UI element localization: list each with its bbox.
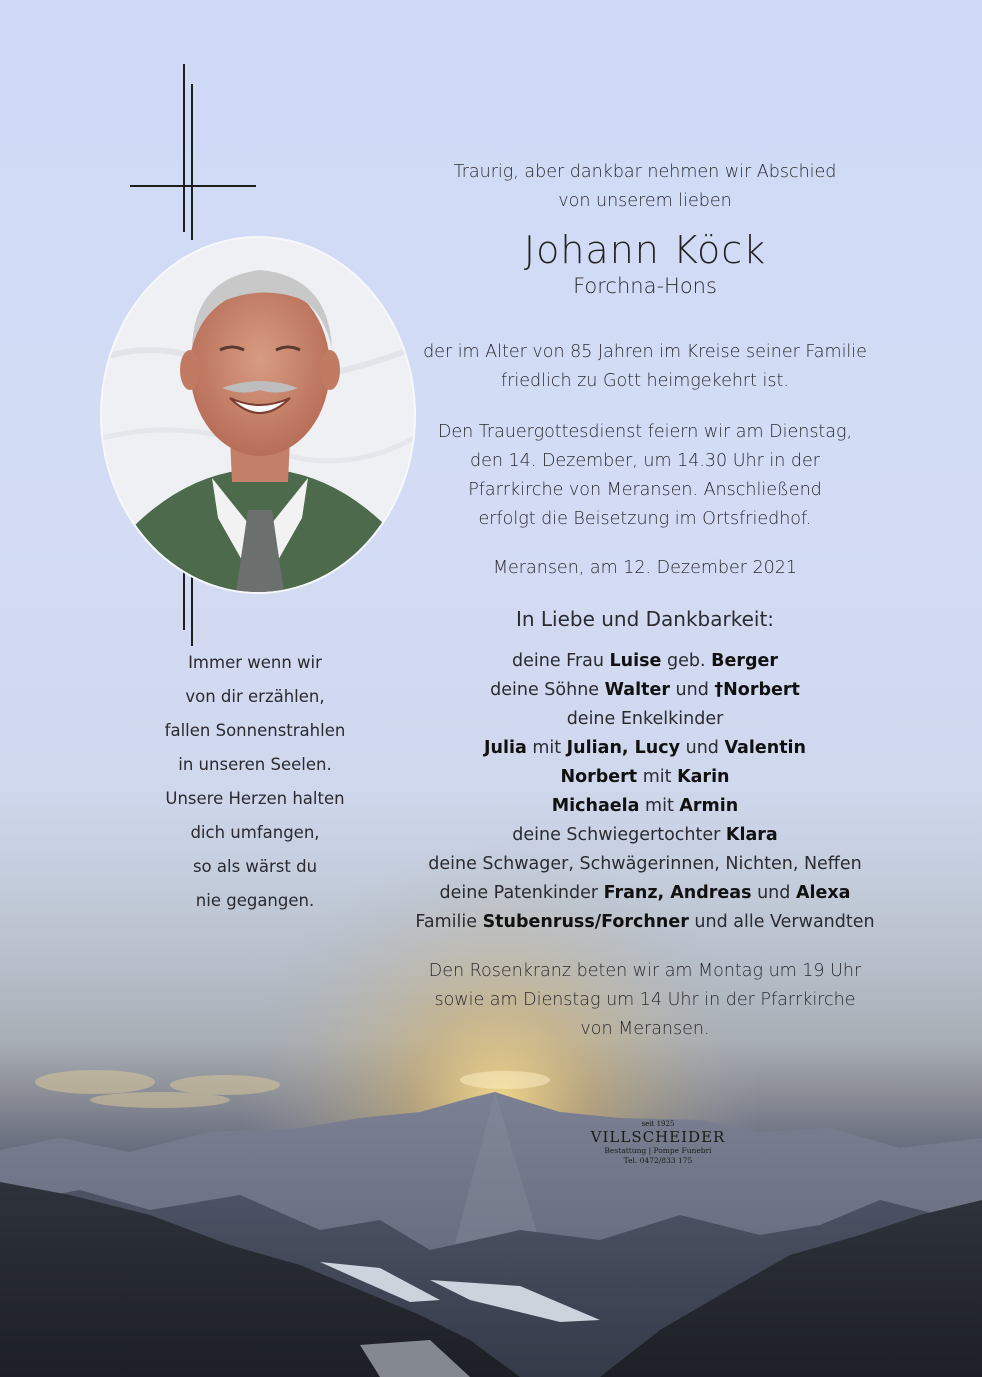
poem-line: von dir erzählen, xyxy=(185,687,325,706)
deceased-nickname: Forchna-Hons xyxy=(573,274,717,298)
mourner-text: und alle Verwandten xyxy=(688,912,875,932)
mourner-name: Julian, Lucy xyxy=(566,738,681,758)
mourner-text: deine Söhne xyxy=(490,680,605,700)
mourner-text: mit xyxy=(637,767,678,787)
mourner-name: Klara xyxy=(725,825,778,845)
mourner-name: Walter xyxy=(604,680,670,700)
funeral-home-phone: Tel. 0472/833 175 xyxy=(623,1156,693,1165)
mourner-name: †Norbert xyxy=(714,680,800,700)
mourners-list xyxy=(400,647,890,937)
mourner-name: Valentin xyxy=(724,738,807,758)
mourner-text: und xyxy=(751,883,796,903)
rosary-line: von Meransen. xyxy=(580,1019,710,1039)
poem-line: nie gegangen. xyxy=(195,891,315,910)
intro-line: von unserem lieben xyxy=(558,191,732,211)
mourner-line xyxy=(400,763,890,792)
poem-line: so als wärst du xyxy=(192,857,318,876)
mourner-name: Michaela xyxy=(551,796,640,816)
funeral-home-logo xyxy=(578,1120,738,1166)
mourner-text: deine Schwager, Schwägerinnen, Nichten, Neffen xyxy=(428,854,862,874)
mourner-name: Armin xyxy=(679,796,739,816)
poem-line: Immer wenn wir xyxy=(188,653,322,672)
poem xyxy=(130,646,380,918)
poem-line: Unsere Herzen halten xyxy=(165,789,345,808)
funeral-home-since: seit 1925 xyxy=(641,1120,675,1128)
mourner-text: deine Patenkinder xyxy=(439,883,604,903)
mourner-name: Berger xyxy=(711,651,778,671)
funeral-home-name: VILLSCHEIDER xyxy=(590,1128,726,1146)
mourner-name: Luise xyxy=(609,651,662,671)
portrait-illustration xyxy=(102,238,414,592)
mourner-line xyxy=(400,705,890,734)
mourner-text: deine Frau xyxy=(512,651,610,671)
mourner-name: Alexa xyxy=(795,883,851,903)
poem-line: dich umfangen, xyxy=(190,823,320,842)
mourner-name: Julia xyxy=(483,738,527,758)
mourner-text: deine Schwiegertochter xyxy=(512,825,726,845)
mourner-line xyxy=(400,908,890,937)
service-line: Den Trauergottesdienst feiern wir am Dienstag, xyxy=(437,422,853,442)
service-line: den 14. Dezember, um 14.30 Uhr in der xyxy=(470,451,820,471)
portrait-photo xyxy=(102,238,414,592)
mourners-heading: In Liebe und Dankbarkeit: xyxy=(515,607,775,631)
mourner-line xyxy=(400,821,890,850)
mourner-text: geb. xyxy=(661,651,712,671)
mourner-name: Karin xyxy=(677,767,730,787)
mourner-text: und xyxy=(669,680,715,700)
place-date: Meransen, am 12. Dezember 2021 xyxy=(492,558,798,578)
age-line: friedlich zu Gott heimgekehrt ist. xyxy=(501,371,789,391)
mourner-line xyxy=(400,734,890,763)
rosary-line: sowie am Dienstag um 14 Uhr in der Pfarrkirche xyxy=(434,990,856,1010)
mourner-line xyxy=(400,647,890,676)
mourner-line xyxy=(400,792,890,821)
mourner-line xyxy=(400,850,890,879)
mourner-line xyxy=(400,676,890,705)
mourner-text: und xyxy=(680,738,725,758)
mourner-text: deine Enkelkinder xyxy=(566,709,724,729)
mourner-text: Familie xyxy=(415,912,483,932)
mourner-line xyxy=(400,879,890,908)
rosary-line: Den Rosenkranz beten wir am Montag um 19 Uhr xyxy=(428,961,862,981)
mourner-name: Franz, Andreas xyxy=(603,883,752,903)
deceased-name: Johann Köck xyxy=(523,228,767,272)
service-line: Pfarrkirche von Meransen. Anschließend xyxy=(468,480,822,500)
age-line: der im Alter von 85 Jahren im Kreise seiner Familie xyxy=(423,342,867,362)
mourner-name: Stubenruss/Forchner xyxy=(482,912,689,932)
mourner-text: mit xyxy=(526,738,567,758)
poem-line: in unseren Seelen. xyxy=(178,755,332,774)
poem-line: fallen Sonnenstrahlen xyxy=(164,721,346,740)
service-line: erfolgt die Beisetzung im Ortsfriedhof. xyxy=(478,509,812,529)
intro-line: Traurig, aber dankbar nehmen wir Abschied xyxy=(453,162,837,182)
mourner-text: mit xyxy=(639,796,680,816)
funeral-home-subtitle: Bestattung | Pompe Funebri xyxy=(604,1146,712,1155)
mourner-name: Norbert xyxy=(560,767,638,787)
